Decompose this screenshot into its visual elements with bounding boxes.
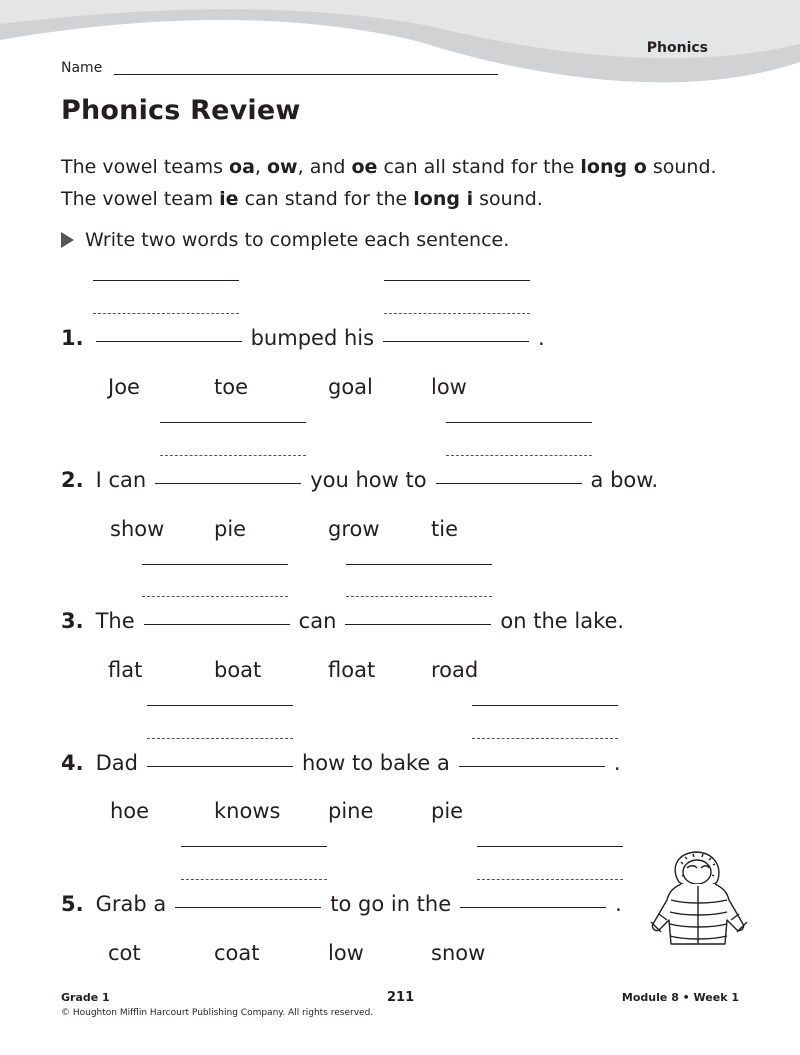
writing-guide-line — [477, 879, 623, 880]
vowel-team-ow: ow — [267, 156, 298, 178]
play-arrow-icon — [61, 232, 74, 248]
page-title: Phonics Review — [61, 95, 301, 126]
word-choice: show — [110, 517, 165, 541]
word-choice: cot — [108, 941, 141, 965]
module-label: Module 8 • Week 1 — [621, 991, 739, 1004]
word-choice: low — [328, 941, 364, 965]
answer-blank[interactable] — [459, 766, 605, 767]
item-number: 4. — [61, 751, 84, 775]
word-choice: tie — [431, 517, 458, 541]
writing-guide-line — [346, 596, 492, 597]
coat-illustration — [645, 848, 753, 948]
writing-line[interactable] — [181, 846, 327, 847]
intro-text: The vowel teams oa, ow, and oe can all stand for the long o sound. The vowel team ie can stand for the long i sound. — [61, 156, 717, 210]
writing-line[interactable] — [160, 422, 306, 423]
writing-guide-line — [160, 455, 306, 456]
name-label: Name — [61, 60, 103, 76]
sentence-5 — [61, 892, 622, 916]
sentence-3 — [61, 609, 624, 633]
sentence-text: I can — [95, 468, 147, 492]
word-choice: Joe — [108, 375, 140, 399]
answer-blank[interactable] — [144, 624, 290, 625]
word-choice: pie — [431, 799, 464, 823]
vowel-team-ie: ie — [219, 188, 239, 210]
answer-blank[interactable] — [383, 341, 529, 342]
sentence-4 — [61, 751, 621, 775]
word-choice: goal — [328, 375, 373, 399]
word-choice: grow — [328, 517, 380, 541]
answer-blank[interactable] — [147, 766, 293, 767]
writing-line[interactable] — [477, 846, 623, 847]
instruction — [61, 229, 509, 251]
sentence-text: Grab a — [95, 892, 167, 916]
writing-guide-line — [93, 313, 239, 314]
writing-line[interactable] — [472, 705, 618, 706]
sentence-text: . — [613, 751, 621, 775]
sentence-text: a bow. — [590, 468, 659, 492]
name-field[interactable] — [114, 74, 498, 75]
answer-blank[interactable] — [460, 907, 606, 908]
word-choice: pie — [214, 517, 247, 541]
grade-label: Grade 1 — [61, 991, 110, 1004]
word-choice: boat — [214, 658, 262, 682]
word-choice: snow — [431, 941, 486, 965]
writing-line[interactable] — [142, 564, 288, 565]
sentence-text: . — [538, 326, 545, 350]
writing-line[interactable] — [346, 564, 492, 565]
writing-guide-line — [142, 596, 288, 597]
vowel-team-oe: oe — [351, 156, 378, 178]
sentence-text: bumped his — [250, 326, 375, 350]
answer-blank[interactable] — [175, 907, 321, 908]
sentence-text: how to bake a — [301, 751, 450, 775]
page-number: 211 — [387, 990, 415, 1005]
writing-line[interactable] — [93, 280, 239, 281]
answer-blank[interactable] — [96, 341, 242, 342]
sentence-text: Dad — [95, 751, 138, 775]
item-number: 3. — [61, 609, 84, 633]
sentence-1 — [61, 326, 545, 350]
word-choice: hoe — [110, 799, 150, 823]
word-choice: knows — [214, 799, 281, 823]
word-choice: float — [328, 658, 376, 682]
item-number: 2. — [61, 468, 84, 492]
writing-guide-line — [446, 455, 592, 456]
word-choice: flat — [108, 658, 143, 682]
vowel-team-oa: oa — [229, 156, 255, 178]
word-choice: coat — [214, 941, 260, 965]
copyright: © Houghton Mifflin Harcourt Publishing Company. All rights reserved. — [61, 1008, 374, 1018]
writing-guide-line — [472, 738, 618, 739]
writing-guide-line — [147, 738, 293, 739]
writing-line[interactable] — [147, 705, 293, 706]
sentence-text: you how to — [310, 468, 427, 492]
instruction-text: Write two words to complete each sentence. — [85, 229, 510, 251]
writing-guide-line — [384, 313, 530, 314]
section-label: Phonics — [646, 40, 708, 56]
long-i-term: long i — [413, 188, 474, 210]
sentence-text: The — [95, 609, 135, 633]
sentence-text: to go in the — [330, 892, 452, 916]
answer-blank[interactable] — [436, 483, 582, 484]
word-choice: pine — [328, 799, 374, 823]
word-choice: road — [431, 658, 479, 682]
item-number: 5. — [61, 892, 84, 916]
writing-guide-line — [181, 879, 327, 880]
sentence-text: can — [298, 609, 337, 633]
sentence-2 — [61, 468, 658, 492]
writing-line[interactable] — [384, 280, 530, 281]
writing-line[interactable] — [446, 422, 592, 423]
answer-blank[interactable] — [155, 483, 301, 484]
sentence-text: on the lake. — [500, 609, 625, 633]
answer-blank[interactable] — [345, 624, 491, 625]
item-number: 1. — [61, 326, 84, 350]
word-choice: low — [431, 375, 467, 399]
sentence-text: . — [615, 892, 622, 916]
word-choice: toe — [214, 375, 249, 399]
long-o-term: long o — [580, 156, 647, 178]
